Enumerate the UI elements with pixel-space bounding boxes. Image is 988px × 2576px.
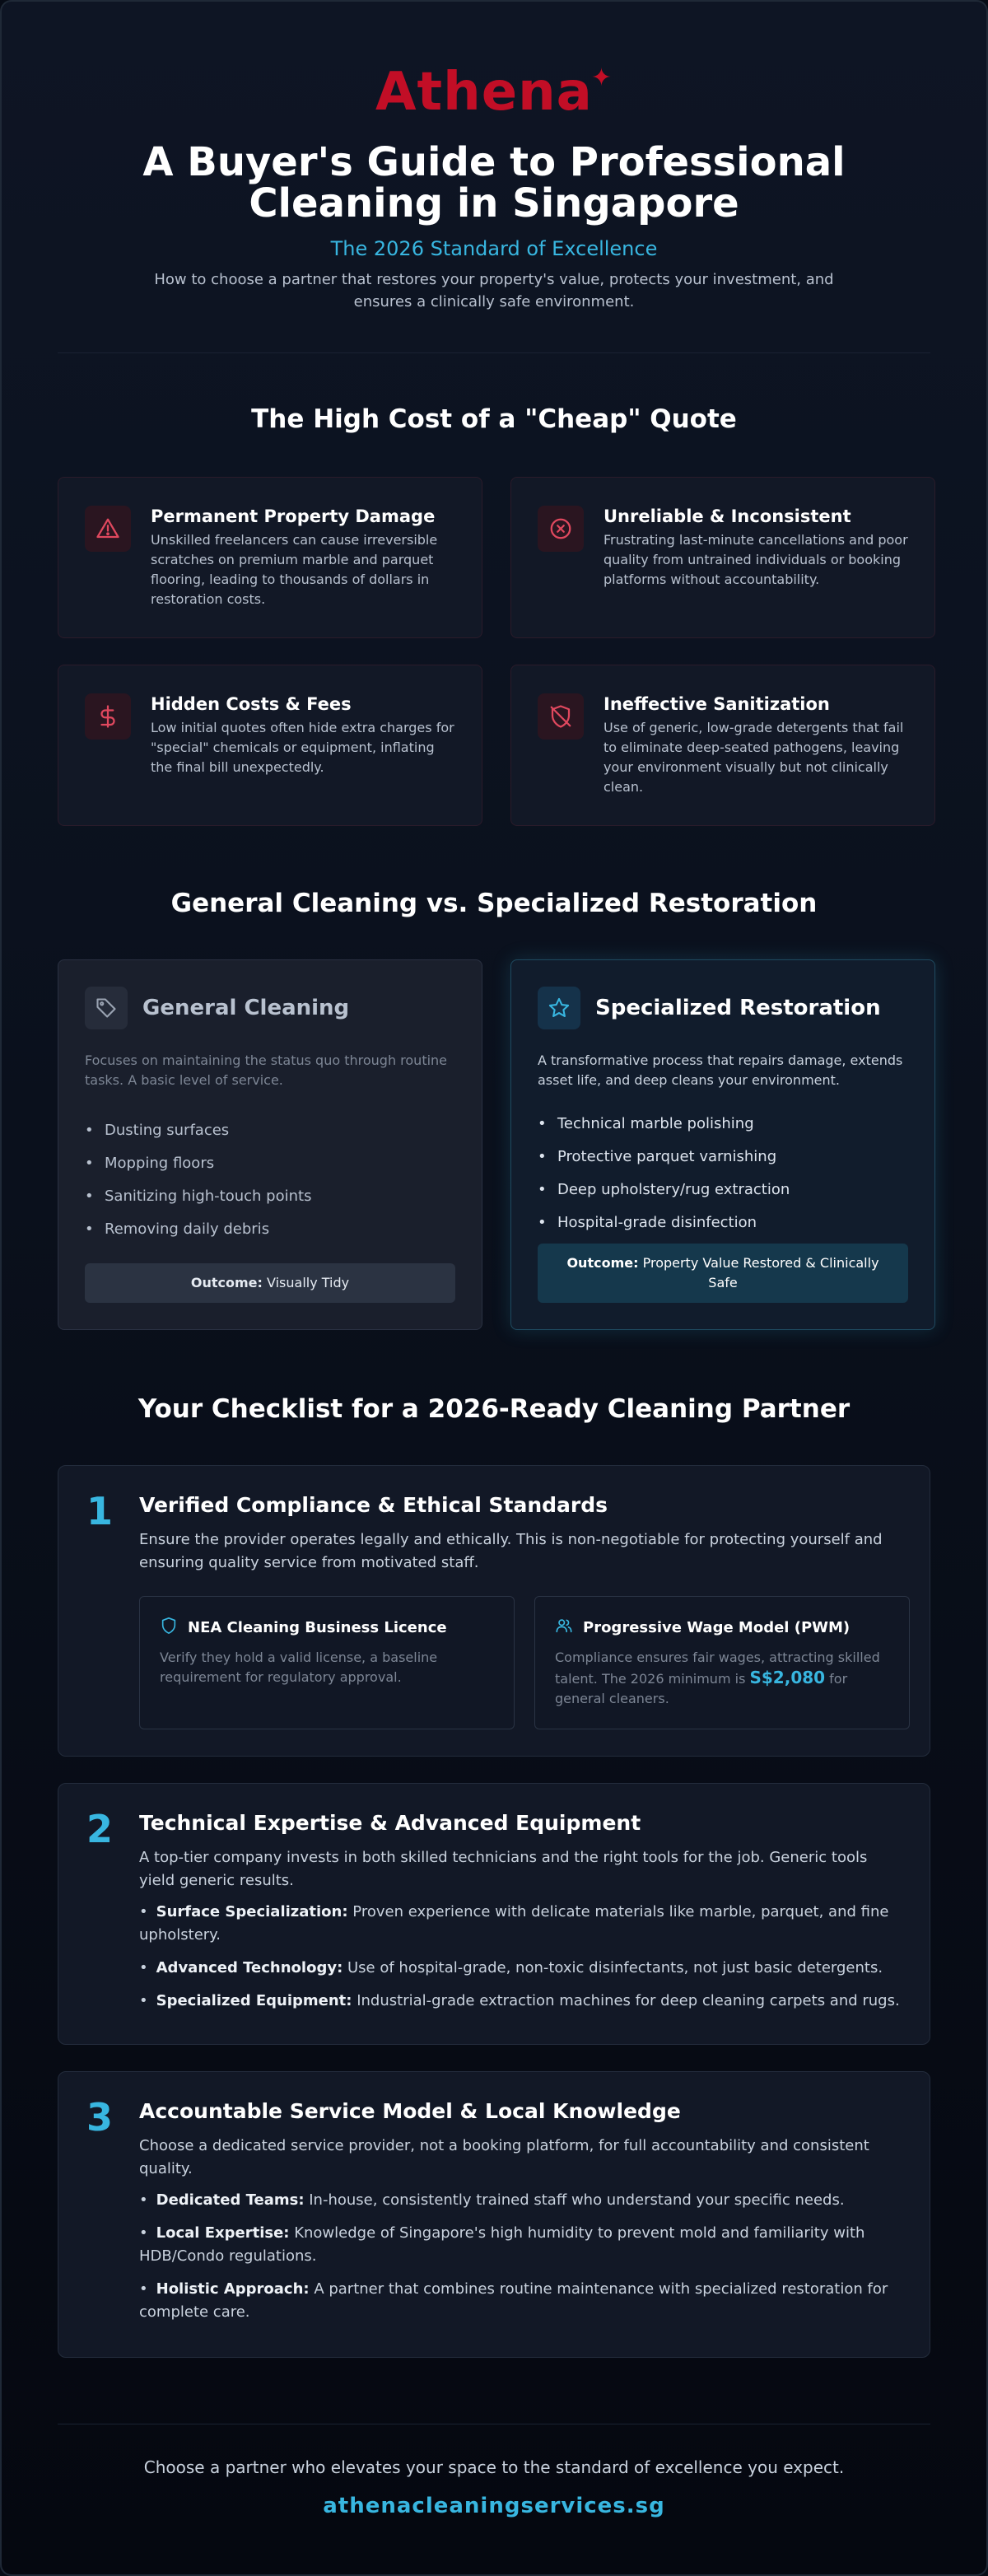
- compliance-subcards: [139, 1596, 900, 1729]
- risk-title: Hidden Costs & Fees: [151, 694, 352, 714]
- checklist-desc: A top-tier company invests in both skilled technicians and the right tools for the job. Generic tools yield generic results.: [139, 1849, 868, 1889]
- bullet-text: A partner that combines routine maintenance with specialized restoration for complete care.: [139, 2280, 888, 2321]
- risk-card-unreliable: [510, 477, 935, 638]
- risk-title: Unreliable & Inconsistent: [604, 506, 851, 526]
- step-number: 3: [86, 2095, 114, 2140]
- outcome-value: Visually Tidy: [267, 1275, 350, 1290]
- page-subtitle: The 2026 Standard of Excellence: [330, 237, 658, 260]
- nea-licence-card: [139, 1596, 515, 1729]
- risk-card-sanitization: [510, 665, 935, 826]
- bullet-text: In-house, consistently trained staff who understand your specific needs.: [304, 2191, 845, 2209]
- checklist-section-title: Your Checklist for a 2026-Ready Cleaning Partner: [137, 1394, 851, 1424]
- list-item: • Mopping floors: [85, 1155, 455, 1173]
- step-number: 2: [86, 1807, 114, 1851]
- bullet-label: Surface Specialization:: [156, 1903, 348, 1920]
- bullet-label: Dedicated Teams:: [156, 2191, 305, 2209]
- list-item: • Dusting surfaces: [85, 1122, 455, 1140]
- logo-spark-icon: ✦: [590, 63, 613, 92]
- list-item: • Dedicated Teams: In-house, consistently trained staff who understand your specific needs.: [139, 2191, 845, 2209]
- subcard-desc: Verify they hold a valid license, a baseline requirement for regulatory approval.: [160, 1650, 438, 1685]
- list-item: • Specialized Equipment: Industrial-grade extraction machines for deep cleaning carpets and rugs.: [139, 1992, 900, 2009]
- subcard-title: NEA Cleaning Business Licence: [188, 1618, 447, 1636]
- step-number: 1: [86, 1489, 114, 1533]
- risks-section-title: The High Cost of a "Cheap" Quote: [251, 404, 737, 434]
- checklist-desc: Choose a dedicated service provider, not a booking platform, for full accountability and consistent quality.: [139, 2137, 869, 2177]
- list-item: • Hospital-grade disinfection: [538, 1214, 908, 1232]
- brand-logo[interactable]: [375, 59, 613, 125]
- page-title: A Buyer's Guide to Professional Cleaning in Singapore: [142, 139, 846, 226]
- footer-text: Choose a partner who elevates your space to the standard of excellence you expect.: [143, 2457, 845, 2477]
- bullet-text: Proven experience with delicate materials like marble, parquet, and fine upholstery.: [139, 1903, 889, 1944]
- accountability-bullets: [139, 2189, 900, 2324]
- checklist-card-compliance: [58, 1465, 930, 1757]
- comparison-section-title: General Cleaning vs. Specialized Restoration: [170, 889, 818, 918]
- list-item: • Holistic Approach: A partner that combines routine maintenance with specialized restoration for complete care.: [139, 2280, 888, 2321]
- bullet-text: Knowledge of Singapore's high humidity to prevent mold and familiarity with HDB/Condo regulations.: [139, 2224, 865, 2265]
- general-cleaning-list: [85, 1122, 455, 1239]
- general-outcome: [85, 1263, 455, 1303]
- pwm-wage-value: S$2,080: [749, 1668, 826, 1687]
- pwm-desc-post: for general cleaners.: [555, 1671, 848, 1706]
- risk-title: Ineffective Sanitization: [604, 694, 830, 714]
- risk-desc: Low initial quotes often hide extra charges for "special" chemicals or equipment, inflating the final bill unexpectedly.: [151, 720, 454, 775]
- specialized-restoration-list: [538, 1115, 908, 1232]
- list-item: • Sanitizing high-touch points: [85, 1188, 455, 1206]
- intro-text: How to choose a partner that restores your property's value, protects your investment, and ensures a clinically safe environment.: [154, 271, 834, 310]
- risk-desc: Unskilled freelancers can cause irreversible scratches on premium marble and parquet flooring, leading to thousands of dollars in restoration costs.: [151, 532, 438, 607]
- bullet-text: Industrial-grade extraction machines for deep cleaning carpets and rugs.: [352, 1992, 900, 2009]
- specialized-restoration-title: Specialized Restoration: [595, 996, 881, 1020]
- general-cleaning-card: [58, 959, 482, 1330]
- list-item: • Advanced Technology: Use of hospital-grade, non-toxic disinfectants, not just basic detergents.: [139, 1959, 883, 1976]
- checklist-title: Accountable Service Model & Local Knowledge: [139, 2099, 681, 2123]
- list-item: • Surface Specialization: Proven experience with delicate materials like marble, parquet, and fine upholstery.: [139, 1903, 889, 1944]
- checklist-card-expertise: [58, 1783, 930, 2045]
- shield-off-icon: [538, 693, 584, 740]
- risk-title: Permanent Property Damage: [151, 506, 436, 526]
- header: [2, 2, 986, 313]
- header-divider: [58, 352, 930, 353]
- checklist-card-accountability: [58, 2071, 930, 2358]
- bullet-label: Specialized Equipment:: [156, 1992, 352, 2009]
- general-cleaning-desc: Focuses on maintaining the status quo through routine tasks. A basic level of service.: [85, 1052, 448, 1088]
- outcome-value: Property Value Restored & Clinically Safe: [642, 1255, 879, 1290]
- outcome-label: Outcome:: [566, 1255, 639, 1271]
- website-link[interactable]: athenacleaningservices.sg: [323, 2494, 665, 2518]
- logo-text: Athena: [375, 62, 593, 123]
- checklist-desc: Ensure the provider operates legally and ethically. This is non-negotiable for protecting yourself and ensuring quality service from motivated staff.: [139, 1531, 883, 1571]
- list-item: • Protective parquet varnishing: [538, 1148, 908, 1166]
- bullet-label: Advanced Technology:: [156, 1959, 343, 1976]
- list-item: • Deep upholstery/rug extraction: [538, 1181, 908, 1199]
- subcard-title: Progressive Wage Model (PWM): [583, 1618, 851, 1636]
- users-icon: [555, 1617, 573, 1638]
- x-circle-icon: [538, 506, 584, 552]
- warning-icon: [85, 506, 131, 552]
- checklist-title: Technical Expertise & Advanced Equipment: [139, 1811, 641, 1835]
- star-icon: [538, 987, 580, 1029]
- subcard-desc: [555, 1648, 889, 1709]
- risk-card-property-damage: [58, 477, 482, 638]
- bullet-label: Local Expertise:: [156, 2224, 290, 2242]
- specialized-outcome: [538, 1244, 908, 1303]
- outcome-label: Outcome:: [190, 1275, 263, 1290]
- comparison-grid: [58, 959, 930, 1330]
- shield-icon: [160, 1617, 178, 1638]
- pwm-card: [534, 1596, 910, 1729]
- list-item: • Technical marble polishing: [538, 1115, 908, 1133]
- risk-desc: Frustrating last-minute cancellations and poor quality from untrained individuals or booking platforms without accountability.: [604, 532, 908, 587]
- dollar-icon: [85, 693, 131, 740]
- bullet-label: Holistic Approach:: [156, 2280, 310, 2298]
- list-item: • Local Expertise: Knowledge of Singapore's high humidity to prevent mold and familiarity with HDB/Condo regulations.: [139, 2224, 865, 2265]
- bullet-text: Use of hospital-grade, non-toxic disinfectants, not just basic detergents.: [343, 1959, 883, 1976]
- pwm-desc-pre: Compliance ensures fair wages, attracting skilled talent. The 2026 minimum is: [555, 1650, 880, 1687]
- general-cleaning-title: General Cleaning: [142, 996, 350, 1020]
- list-item: • Removing daily debris: [85, 1220, 455, 1239]
- tag-icon: [85, 987, 128, 1029]
- specialized-restoration-card: [510, 959, 935, 1330]
- expertise-bullets: [139, 1901, 900, 2013]
- checklist-title: Verified Compliance & Ethical Standards: [139, 1493, 608, 1517]
- specialized-restoration-desc: A transformative process that repairs damage, extends asset life, and deep cleans your environment.: [538, 1052, 903, 1088]
- risk-desc: Use of generic, low-grade detergents that fail to eliminate deep-seated pathogens, leaving your environment visually but not clinically clean.: [604, 720, 904, 795]
- risk-card-hidden-costs: [58, 665, 482, 826]
- risks-grid: [58, 477, 930, 826]
